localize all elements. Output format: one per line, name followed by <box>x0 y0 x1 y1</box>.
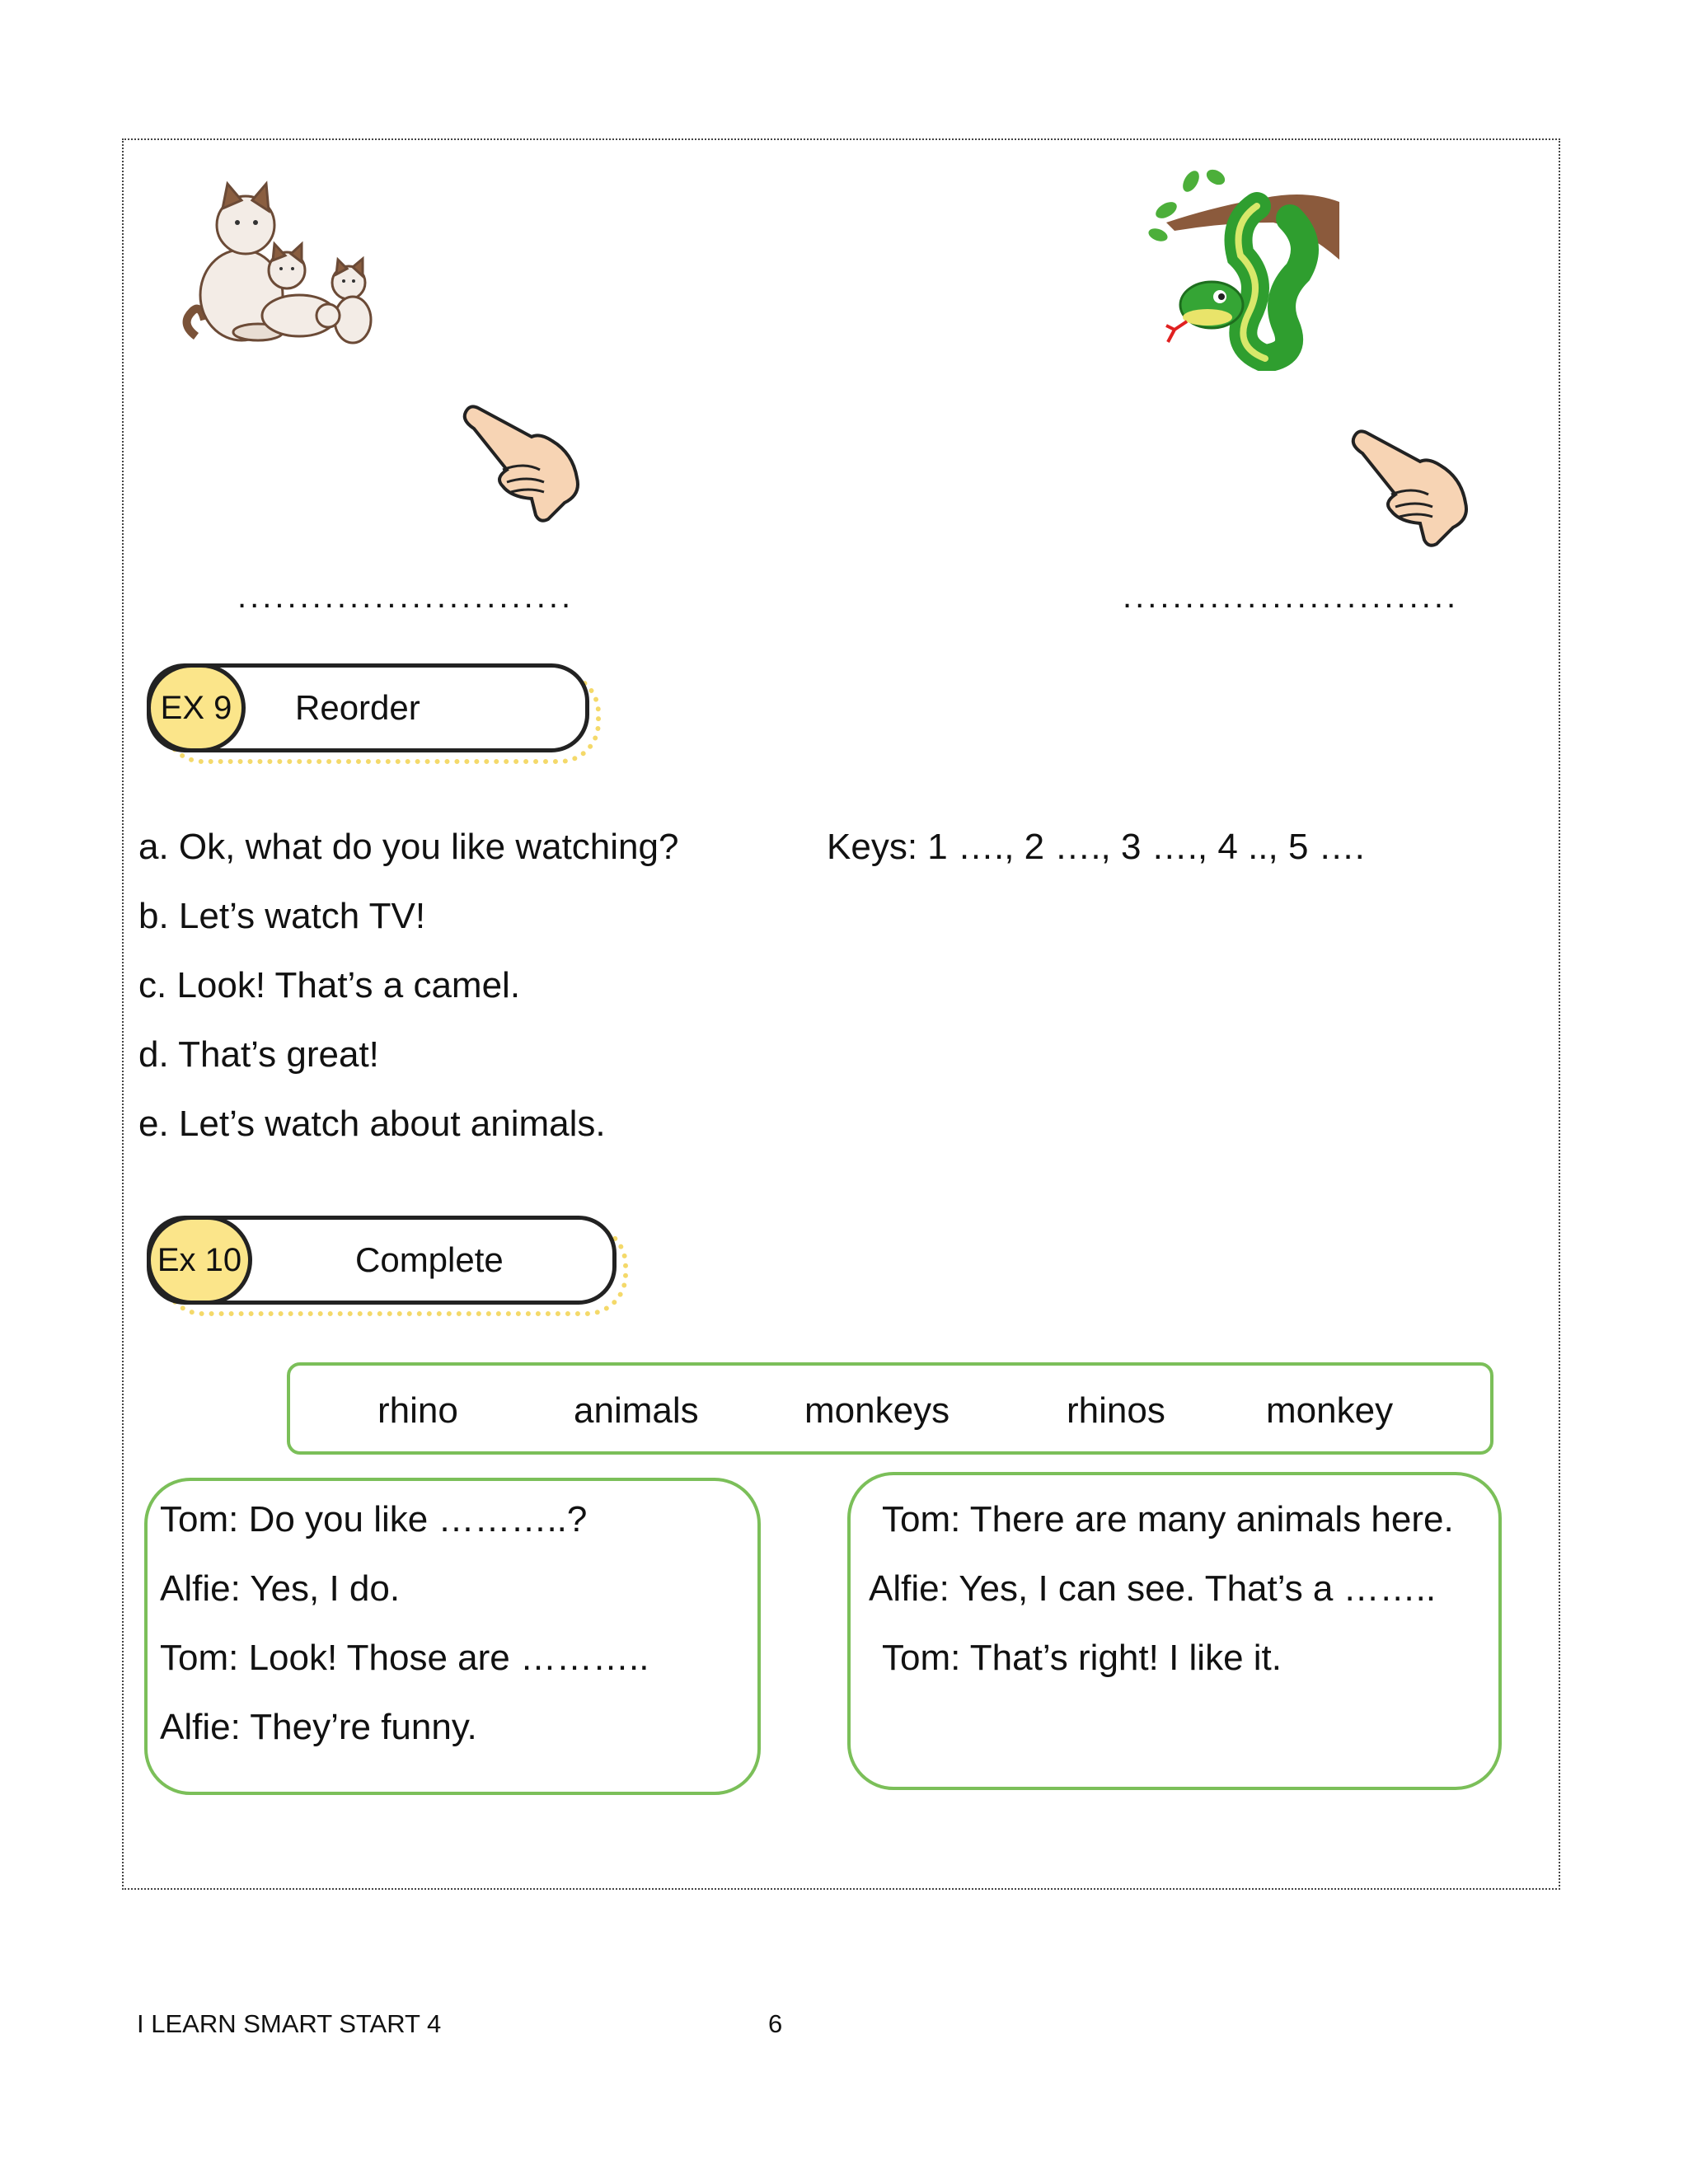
answer-blank-right[interactable]: ........................... <box>1123 579 1460 615</box>
ex9-item-e: e. Let’s watch about animals. <box>138 1104 606 1144</box>
answer-blank-left[interactable]: ........................... <box>237 579 574 615</box>
footer-page-number: 6 <box>768 2009 783 2038</box>
footer-book-title: I LEARN SMART START 4 <box>137 2009 442 2038</box>
cat-family-icon <box>180 180 382 344</box>
ex9-number: EX 9 <box>147 663 246 752</box>
word-monkey: monkey <box>1266 1390 1394 1431</box>
dialogue-left-line-3[interactable]: Tom: Look! Those are ……….. <box>160 1638 649 1678</box>
ex9-title: Reorder <box>295 688 420 727</box>
dialogue-right-line-1: Tom: There are many animals here. <box>882 1499 1454 1540</box>
word-rhino: rhino <box>377 1390 458 1431</box>
ex9-keys[interactable]: Keys: 1 …., 2 …., 3 …., 4 .., 5 …. <box>827 827 1365 867</box>
ex9-header <box>147 663 589 752</box>
ex9-item-b: b. Let’s watch TV! <box>138 896 426 936</box>
pointing-hand-icon <box>462 400 593 523</box>
ex9-item-c: c. Look! That’s a camel. <box>138 965 521 1005</box>
ex10-header <box>147 1216 617 1305</box>
ex10-title: Complete <box>355 1240 504 1279</box>
dialogue-box-left <box>144 1478 761 1795</box>
dialogue-left-line-1[interactable]: Tom: Do you like ………..? <box>160 1499 588 1540</box>
dialogue-left-line-4: Alfie: They’re funny. <box>160 1707 477 1747</box>
dialogue-left-line-2: Alfie: Yes, I do. <box>160 1568 401 1609</box>
dialogue-box-right <box>847 1472 1502 1790</box>
snake-on-branch-icon <box>1142 165 1348 371</box>
pointing-hand-icon <box>1350 424 1482 548</box>
word-animals: animals <box>574 1390 699 1431</box>
dialogue-right-line-3: Tom: That’s right! I like it. <box>882 1638 1282 1678</box>
dialogue-right-line-2[interactable]: Alfie: Yes, I can see. That’s a …….. <box>869 1568 1437 1609</box>
ex9-item-a: a. Ok, what do you like watching? <box>138 827 679 867</box>
word-rhinos: rhinos <box>1067 1390 1165 1431</box>
word-monkeys: monkeys <box>804 1390 950 1431</box>
ex10-number: Ex 10 <box>147 1216 252 1305</box>
word-box <box>287 1362 1493 1455</box>
ex9-item-d: d. That’s great! <box>138 1034 379 1075</box>
